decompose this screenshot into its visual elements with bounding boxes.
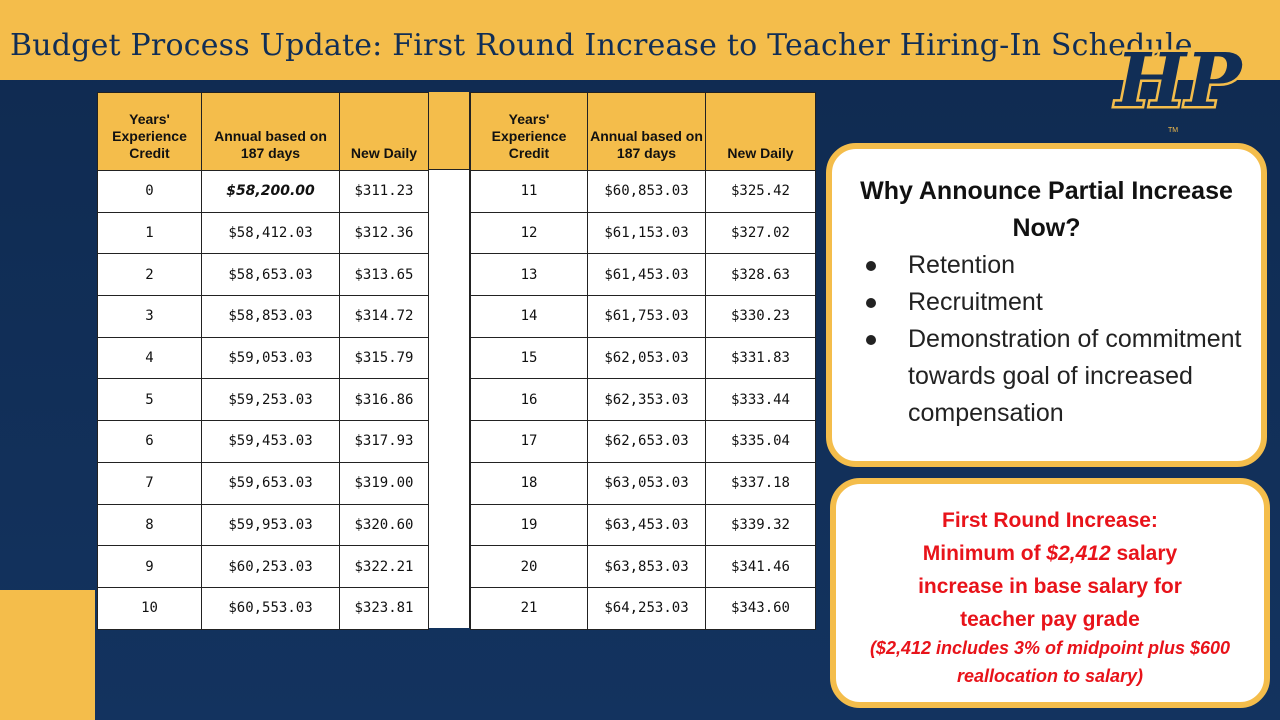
logo-text: HP — [1116, 38, 1242, 124]
annual-cell: $61,753.03 — [588, 296, 706, 338]
why-bullet-text: Demonstration of commitment towards goal of increased compensation — [908, 325, 1242, 427]
annual-cell: $58,412.03 — [202, 212, 340, 254]
table-row — [98, 254, 429, 296]
annual-cell: $58,200.00 — [202, 171, 340, 213]
why-title: Why Announce Partial Increase Now? — [860, 177, 1233, 242]
years-cell: 13 — [471, 254, 588, 296]
daily-cell: $325.42 — [706, 171, 816, 213]
header-daily: New Daily — [706, 93, 816, 171]
years-cell: 7 — [98, 462, 202, 504]
header-annual: Annual based on 187 days — [588, 93, 706, 171]
years-cell: 11 — [471, 171, 588, 213]
daily-cell: $320.60 — [340, 504, 429, 546]
daily-cell: $323.81 — [340, 587, 429, 629]
annual-cell: $60,553.03 — [202, 587, 340, 629]
years-cell: 8 — [98, 504, 202, 546]
daily-cell: $328.63 — [706, 254, 816, 296]
years-cell: 21 — [471, 587, 588, 629]
daily-cell: $343.60 — [706, 587, 816, 629]
table-row — [98, 296, 429, 338]
table-row — [471, 462, 816, 504]
hp-logo — [1112, 24, 1242, 136]
annual-cell: $62,653.03 — [588, 421, 706, 463]
annual-cell: $58,853.03 — [202, 296, 340, 338]
why-bullet-text: Retention — [908, 251, 1016, 279]
table-row — [98, 337, 429, 379]
daily-cell: $341.46 — [706, 546, 816, 588]
annual-cell: $63,453.03 — [588, 504, 706, 546]
annual-cell: $59,453.03 — [202, 421, 340, 463]
table-row — [471, 254, 816, 296]
bullet-icon — [866, 261, 876, 271]
years-cell: 17 — [471, 421, 588, 463]
years-cell: 0 — [98, 171, 202, 213]
annual-cell: $59,053.03 — [202, 337, 340, 379]
daily-cell: $319.00 — [340, 462, 429, 504]
annual-cell: $60,253.03 — [202, 546, 340, 588]
table-row — [471, 212, 816, 254]
increase-amount: $2,412 — [1046, 542, 1111, 565]
table-row — [471, 171, 816, 213]
header-years: Years' Experience Credit — [471, 93, 588, 171]
why-bullet-list — [862, 247, 1262, 432]
table-row — [471, 296, 816, 338]
table-row — [98, 587, 429, 629]
daily-cell: $313.65 — [340, 254, 429, 296]
table-row — [98, 171, 429, 213]
annual-cell: $58,653.03 — [202, 254, 340, 296]
years-cell: 16 — [471, 379, 588, 421]
daily-cell: $335.04 — [706, 421, 816, 463]
daily-cell: $327.02 — [706, 212, 816, 254]
daily-cell: $339.32 — [706, 504, 816, 546]
annual-cell: $63,053.03 — [588, 462, 706, 504]
table-header-row — [98, 93, 429, 171]
daily-cell: $317.93 — [340, 421, 429, 463]
daily-cell: $331.83 — [706, 337, 816, 379]
daily-cell: $333.44 — [706, 379, 816, 421]
increase-card — [830, 478, 1270, 708]
table-row — [471, 587, 816, 629]
years-cell: 1 — [98, 212, 202, 254]
years-cell: 6 — [98, 421, 202, 463]
table-header-row — [471, 93, 816, 171]
years-cell: 18 — [471, 462, 588, 504]
daily-cell: $330.23 — [706, 296, 816, 338]
table-row — [471, 379, 816, 421]
table-gap-column — [428, 92, 470, 628]
years-cell: 15 — [471, 337, 588, 379]
table-row — [98, 462, 429, 504]
annual-cell: $59,953.03 — [202, 504, 340, 546]
table-row — [471, 504, 816, 546]
salary-table-right — [470, 92, 816, 630]
table-row — [98, 421, 429, 463]
increase-text — [836, 504, 1264, 636]
years-cell: 4 — [98, 337, 202, 379]
why-bullet — [862, 247, 1262, 284]
daily-cell: $314.72 — [340, 296, 429, 338]
table-row — [471, 421, 816, 463]
why-bullet — [862, 284, 1262, 321]
annual-cell: $63,853.03 — [588, 546, 706, 588]
logo-tm: TM — [1168, 127, 1179, 134]
years-cell: 12 — [471, 212, 588, 254]
why-bullet-text: Recruitment — [908, 288, 1043, 316]
salary-table-left — [97, 92, 429, 630]
table-row — [471, 337, 816, 379]
why-card — [826, 143, 1267, 467]
daily-cell: $311.23 — [340, 171, 429, 213]
table-row — [98, 546, 429, 588]
header-years: Years' Experience Credit — [98, 93, 202, 171]
slide-title: Budget Process Update: First Round Increase to Teacher Hiring-In Schedule — [10, 28, 1193, 63]
daily-cell: $337.18 — [706, 462, 816, 504]
table-row — [471, 546, 816, 588]
table-row — [98, 379, 429, 421]
increase-note: ($2,412 includes 3% of midpoint plus $600 reallocation to salary) — [869, 638, 1231, 686]
years-cell: 3 — [98, 296, 202, 338]
daily-cell: $312.36 — [340, 212, 429, 254]
daily-cell: $315.79 — [340, 337, 429, 379]
bullet-icon — [866, 335, 876, 345]
header-daily: New Daily — [340, 93, 429, 171]
annual-cell: $59,253.03 — [202, 379, 340, 421]
table-row — [98, 504, 429, 546]
annual-cell: $61,453.03 — [588, 254, 706, 296]
increase-line3: increase in base salary for — [918, 575, 1182, 598]
years-cell: 10 — [98, 587, 202, 629]
annual-cell: $60,853.03 — [588, 171, 706, 213]
years-cell: 2 — [98, 254, 202, 296]
years-cell: 20 — [471, 546, 588, 588]
daily-cell: $316.86 — [340, 379, 429, 421]
annual-cell: $59,653.03 — [202, 462, 340, 504]
years-cell: 14 — [471, 296, 588, 338]
increase-line4: teacher pay grade — [960, 608, 1140, 631]
annual-cell: $61,153.03 — [588, 212, 706, 254]
table-row — [98, 212, 429, 254]
increase-heading: First Round Increase: — [942, 509, 1158, 532]
years-cell: 9 — [98, 546, 202, 588]
annual-cell: $62,053.03 — [588, 337, 706, 379]
why-bullet — [862, 321, 1262, 432]
title-bar — [0, 0, 1280, 80]
annual-cell: $64,253.03 — [588, 587, 706, 629]
increase-line2: Minimum of $2,412 salary — [922, 542, 1178, 565]
years-cell: 19 — [471, 504, 588, 546]
corner-accent — [0, 590, 95, 720]
daily-cell: $322.21 — [340, 546, 429, 588]
annual-cell: $62,353.03 — [588, 379, 706, 421]
header-annual: Annual based on 187 days — [202, 93, 340, 171]
years-cell: 5 — [98, 379, 202, 421]
bullet-icon — [866, 298, 876, 308]
